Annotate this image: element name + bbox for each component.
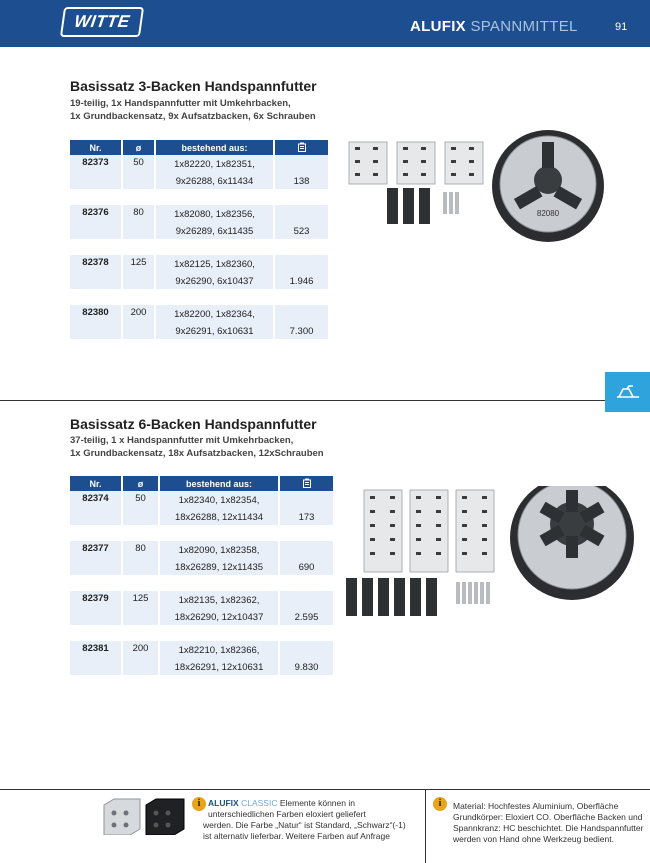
footer-divider [0,789,650,790]
price: 7.300 [275,305,328,339]
alufix-cubes-image [100,795,188,835]
article-number: 82373 [70,155,121,189]
consists-line2: 18x26288, 12x11434 [160,508,278,525]
chuck-label: 82080 [536,209,560,218]
consists-line2: 9x26291, 6x10631 [156,322,273,339]
page-header [0,0,650,47]
table-row [70,255,328,272]
price: 9.830 [280,641,333,675]
section-divider [0,400,650,401]
footer-column-divider [425,789,426,863]
diameter: 50 [123,155,154,189]
price: 138 [275,155,328,189]
table-row [70,155,328,172]
consists-line2: 18x26289, 12x11435 [160,558,278,575]
diameter: 125 [123,591,158,625]
consists-line2: 18x26291, 12x10631 [160,658,278,675]
col-header-nr: Nr. [70,140,121,155]
section2-table [68,476,335,675]
col-header-consists: bestehend aus: [160,476,278,491]
header-title: ALUFIX SPANNMITTEL [410,18,578,35]
section2-title: Basissatz 6-Backen Handspannfutter [70,416,317,432]
consists-line1: 1x82090, 1x82358, [160,541,278,558]
three-jaw-chuck-set-image [343,128,605,243]
price: 173 [280,491,333,525]
diameter: 80 [123,205,154,239]
price: 523 [275,205,328,239]
price: 690 [280,541,333,575]
consists-line1: 1x82135, 1x82362, [160,591,278,608]
diameter: 50 [123,491,158,525]
article-number: 82378 [70,255,121,289]
footer-note-colors: ALUFIX CLASSIC Elemente können in unterschiedlichen Farben eloxiert geliefert werden. Die Farbe „Natur“ ist Standard, „Schwarz“(-1) ist alternativ lieferbar. Weitere Farben auf Anfrage [203,798,406,841]
article-number: 82381 [70,641,121,675]
page-number: 91 [615,21,628,33]
price: 2.595 [280,591,333,625]
diameter: 200 [123,641,158,675]
col-header-consists: bestehend aus: [156,140,273,155]
info-icon: i [433,797,447,811]
price: 1.946 [275,255,328,289]
article-number: 82380 [70,305,121,339]
section1-table [68,140,330,339]
table-row [70,591,333,608]
consists-line1: 1x82125, 1x82360, [156,255,273,272]
section1-subtitle: 19-teilig, 1x Handspannfutter mit Umkehrbacken, 1x Grundbackensatz, 9x Aufsatzbacken, 6x Schrauben [70,98,316,122]
consists-line1: 1x82340, 1x82354, [160,491,278,508]
section1-title: Basissatz 3-Backen Handspannfutter [70,78,317,94]
article-number: 82379 [70,591,121,625]
col-header-diameter: ø [123,476,158,491]
article-number: 82374 [70,491,121,525]
section2-subtitle: 37-teilig, 1 x Handspannfutter mit Umkehrbacken, 1x Grundbackensatz, 18x Aufsatzbacken, 12xSchrauben [70,435,324,459]
witte-logo: WITTE [60,7,144,37]
table-row [70,205,328,222]
footer-note-material: Material: Hochfestes Aluminium, Oberfläche Grundkörper: Eloxiert CO. Oberfläche Backen und Spannkranz: HC beschichtet. Die Handspannfutter werden von Hand ohne Werkzeug bedient. [453,801,644,844]
diameter: 200 [123,305,154,339]
consists-line2: 9x26290, 6x10437 [156,272,273,289]
consists-line1: 1x82220, 1x82351, [156,155,273,172]
diameter: 80 [123,541,158,575]
table-row [70,641,333,658]
consists-line2: 9x26288, 6x11434 [156,172,273,189]
consists-line1: 1x82200, 1x82364, [156,305,273,322]
consists-line1: 1x82080, 1x82356, [156,205,273,222]
price-tag-icon [280,476,333,491]
table-row [70,491,333,508]
chuck-jaw-icon [605,372,650,412]
col-header-diameter: ø [123,140,154,155]
table-row [70,305,328,322]
price-tag-icon [275,140,328,155]
diameter: 125 [123,255,154,289]
consists-line2: 18x26290, 12x10437 [160,608,278,625]
consists-line2: 9x26289, 6x11435 [156,222,273,239]
info-icon: i [192,797,206,811]
six-jaw-chuck-set-image [342,486,642,626]
consists-line1: 1x82210, 1x82366, [160,641,278,658]
article-number: 82376 [70,205,121,239]
article-number: 82377 [70,541,121,575]
col-header-nr: Nr. [70,476,121,491]
table-row [70,541,333,558]
